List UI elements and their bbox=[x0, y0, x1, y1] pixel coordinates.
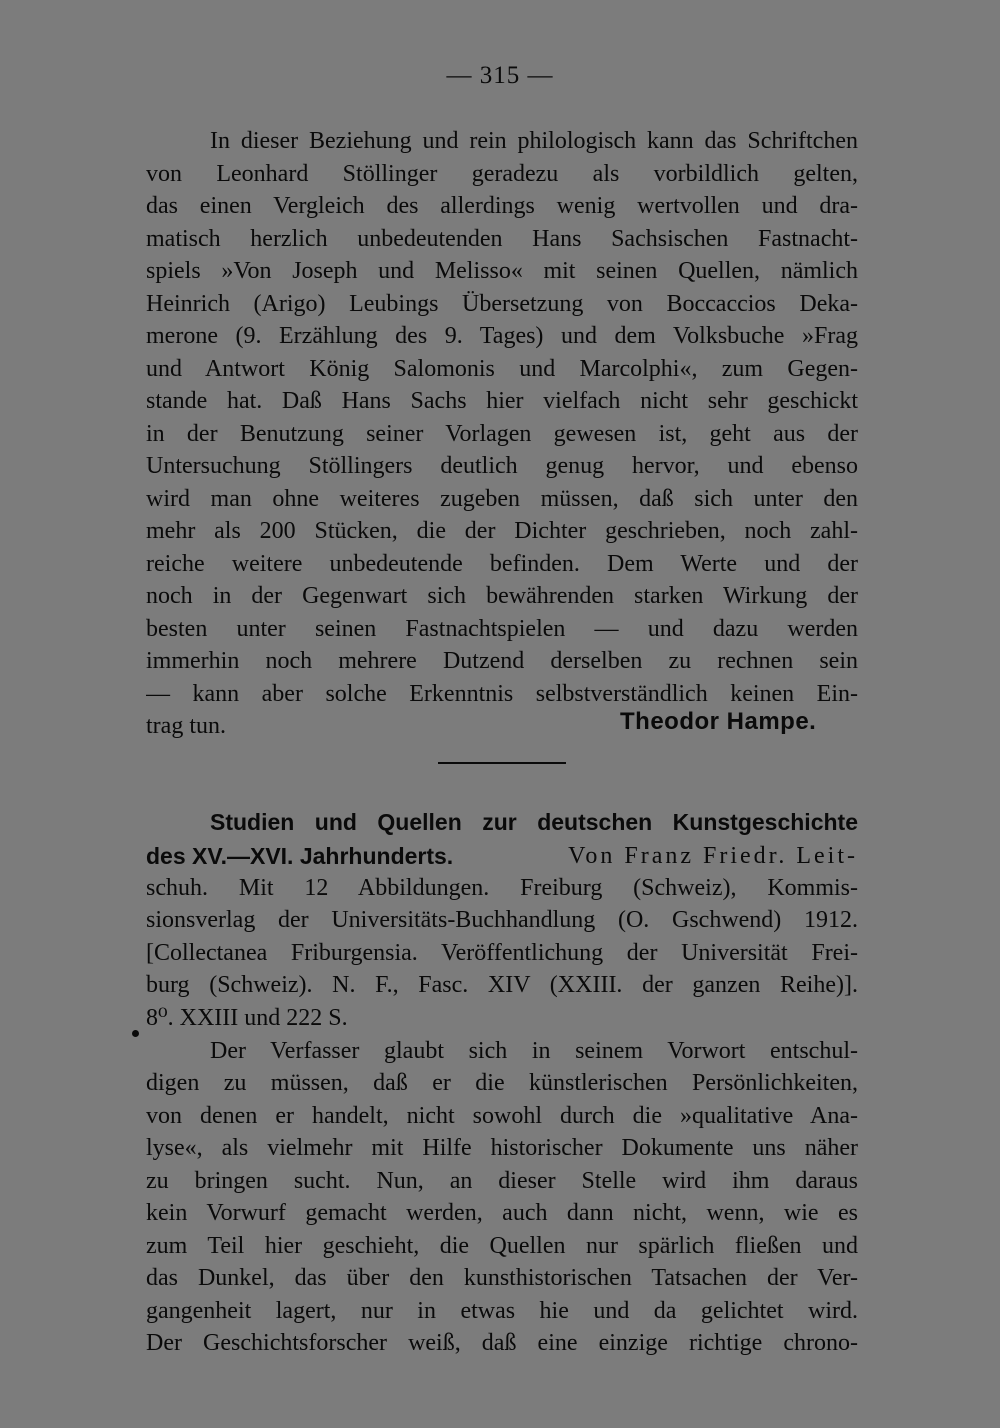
review1-line: immerhin noch mehrere Dutzend derselben zu rechnen sein bbox=[146, 648, 858, 674]
review1-line: und Antwort König Salomonis und Marcolphi«, zum Gegen- bbox=[146, 356, 858, 382]
review1-signature: Theodor Hampe. bbox=[620, 708, 817, 735]
review1-line: von Leonhard Stöllinger geradezu als vorbildlich gelten, bbox=[146, 161, 858, 187]
review2-body-line: zu bringen sucht. Nun, an dieser Stelle wird ihm daraus bbox=[146, 1168, 858, 1194]
review1-line: spiels »Von Joseph und Melisso« mit seinen Quellen, nämlich bbox=[146, 258, 858, 284]
review2-title: Studien und Quellen zur deutschen Kunstgeschichte bbox=[210, 809, 858, 835]
review2-bib-line: sionsverlag der Universitäts-Buchhandlung (O. Gschwend) 1912. bbox=[146, 907, 858, 933]
review2-body-line: Der Verfasser glaubt sich in seinem Vorwort entschul- bbox=[210, 1038, 858, 1064]
review2-title-part2: des XV.—XVI. Jahrhunderts. bbox=[146, 843, 454, 869]
review2-body-line: von denen er handelt, nicht sowohl durch die »qualitative Ana- bbox=[146, 1103, 858, 1129]
ink-mark bbox=[132, 1030, 139, 1037]
review1-line: mehr als 200 Stücken, die der Dichter geschrieben, noch zahl- bbox=[146, 518, 858, 544]
review2-body-line: lyse«, als vielmehr mit Hilfe historischer Dokumente uns näher bbox=[146, 1135, 858, 1161]
review1-line: wird man ohne weiteres zugeben müssen, daß sich unter den bbox=[146, 486, 858, 512]
review1-line: das einen Vergleich des allerdings wenig wertvollen und dra- bbox=[146, 193, 858, 219]
review1-line: In dieser Beziehung und rein philologisch kann das Schriftchen bbox=[210, 128, 858, 154]
review2-body-line: Der Geschichtsforscher weiß, daß eine einzige richtige chrono- bbox=[146, 1330, 858, 1356]
review2-body-line: kein Vorwurf gemacht werden, auch dann nicht, wenn, wie es bbox=[146, 1200, 858, 1226]
review1-line: trag tun. bbox=[146, 713, 226, 739]
review1-line: Heinrich (Arigo) Leubings Übersetzung von Boccaccios Deka- bbox=[146, 291, 858, 317]
review1-line: stande hat. Daß Hans Sachs hier vielfach nicht sehr geschickt bbox=[146, 388, 858, 414]
review2-author: Von Franz Friedr. Leit- bbox=[568, 843, 858, 869]
review2-title-line2 bbox=[146, 840, 858, 872]
review1-line: reiche weitere unbedeutende befinden. Dem Werte und der bbox=[146, 551, 858, 577]
review1-line: matisch herzlich unbedeutenden Hans Sachsischen Fastnacht- bbox=[146, 226, 858, 252]
review1-line: merone (9. Erzählung des 9. Tages) und dem Volksbuche »Frag bbox=[146, 323, 858, 349]
review2-body-line: gangenheit lagert, nur in etwas hie und da gelichtet wird. bbox=[146, 1298, 858, 1324]
review2-body-line: das Dunkel, das über den kunsthistorischen Tatsachen der Ver- bbox=[146, 1265, 858, 1291]
review2-bib-line: schuh. Mit 12 Abbildungen. Freiburg (Schweiz), Kommis- bbox=[146, 875, 858, 901]
section-divider bbox=[438, 762, 566, 764]
review1-line: besten unter seinen Fastnachtspielen — und dazu werden bbox=[146, 616, 858, 642]
page-number: — 315 — bbox=[446, 62, 554, 89]
review2-body-line: zum Teil hier geschieht, die Quellen nur spärlich fließen und bbox=[146, 1233, 858, 1259]
review2-bib-line: 8⁰. XXIII und 222 S. bbox=[146, 1005, 348, 1031]
review1-line: noch in der Gegenwart sich bewährenden starken Wirkung der bbox=[146, 583, 858, 609]
review1-line: Untersuchung Stöllingers deutlich genug hervor, und ebenso bbox=[146, 453, 858, 479]
review2-body-line: digen zu müssen, daß er die künstlerischen Persönlichkeiten, bbox=[146, 1070, 858, 1096]
review1-line: — kann aber solche Erkenntnis selbstverständlich keinen Ein- bbox=[146, 681, 858, 707]
review1-line: in der Benutzung seiner Vorlagen gewesen ist, geht aus der bbox=[146, 421, 858, 447]
review2-bib-line: burg (Schweiz). N. F., Fasc. XIV (XXIII. der ganzen Reihe)]. bbox=[146, 972, 858, 998]
review2-bib-line: [Collectanea Friburgensia. Veröffentlichung der Universität Frei- bbox=[146, 940, 858, 966]
